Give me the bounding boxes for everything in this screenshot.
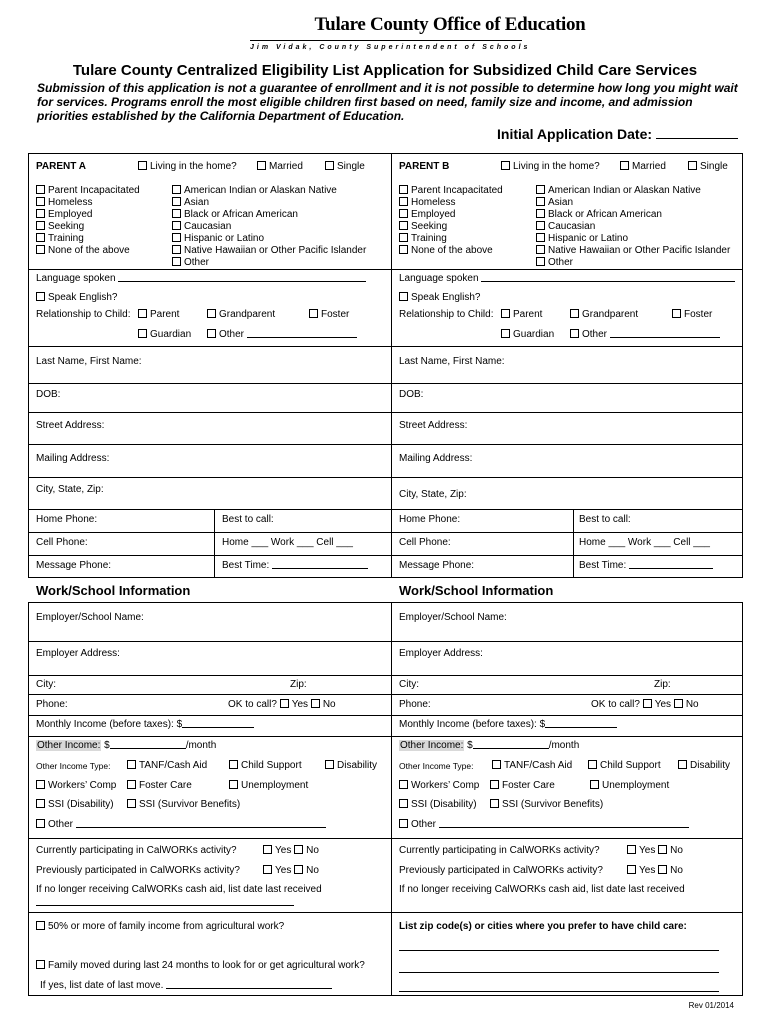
status-option[interactable]: Training <box>36 233 140 245</box>
parent-a-relationship-label: Relationship to Child: <box>36 309 131 320</box>
parent-a-work-school-heading: Work/School Information <box>36 583 191 598</box>
parent-a-rel-foster[interactable]: Foster <box>309 309 349 321</box>
ethnicity-option[interactable]: Black or African American <box>536 209 730 221</box>
parent-b-best-time[interactable]: Best Time: <box>579 560 713 572</box>
row-line <box>28 444 743 445</box>
parent-b-other-type[interactable]: Other <box>399 819 689 831</box>
zip-preference-label: List zip code(s) or cities where you prefer to have child care: <box>399 921 687 932</box>
parent-b-calworks-no-longer: If no longer receiving CalWORKs cash aid, list date last received <box>399 884 685 895</box>
ethnicity-option[interactable]: Hispanic or Latino <box>172 233 366 245</box>
checkbox[interactable] <box>325 161 334 170</box>
parent-a-name[interactable]: Last Name, First Name: <box>36 356 142 367</box>
parent-b-other-income-type: Other Income Type: <box>399 761 474 771</box>
parent-a-employer-name[interactable]: Employer/School Name: <box>36 612 144 623</box>
parent-b-ssi-disability[interactable]: SSI (Disability) <box>399 799 477 811</box>
parent-b-tanf[interactable]: TANF/Cash Aid <box>492 760 572 772</box>
parent-a-calworks-current: Currently participating in CalWORKs activity? <box>36 845 237 856</box>
status-option[interactable]: None of the above <box>36 245 140 257</box>
parent-a-message-phone[interactable]: Message Phone: <box>36 560 112 571</box>
parent-a-cell-phone[interactable]: Cell Phone: <box>36 537 88 548</box>
parent-b-message-phone[interactable]: Message Phone: <box>399 560 475 571</box>
parent-a-calworks-previous: Previously participated in CalWORKs activity? <box>36 865 240 876</box>
parent-a-ssi-survivor[interactable]: SSI (Survivor Benefits) <box>127 799 240 811</box>
intro-text: Submission of this application is not a guarantee of enrollment and it is not possible to determine how long you might wait for services. Programs enroll the most eligible children first based on need, family size and income, and admission priorities established by the California Department of Education. <box>37 81 738 123</box>
parent-b-home-work-cell[interactable]: Home ___ Work ___ Cell ___ <box>579 537 710 548</box>
parent-b-label: PARENT B <box>399 161 450 172</box>
agri-income[interactable]: 50% or more of family income from agricultural work? <box>36 921 284 933</box>
org-name: Tulare County Office of Education <box>314 14 586 35</box>
zip-preference-line[interactable] <box>399 972 719 973</box>
no-checkbox[interactable] <box>674 699 683 708</box>
zip-preference-line[interactable] <box>399 991 719 992</box>
parent-a-street[interactable]: Street Address: <box>36 420 105 431</box>
parent-a-calworks-no-longer: If no longer receiving CalWORKs cash aid, list date last received <box>36 884 322 895</box>
ethnicity-option[interactable]: Caucasian <box>536 221 730 233</box>
parent-a-ssi-disability[interactable]: SSI (Disability) <box>36 799 114 811</box>
ethnicity-option[interactable]: Other <box>172 257 366 269</box>
parent-a-rel-parent[interactable]: Parent <box>138 309 179 321</box>
row-line <box>28 477 743 478</box>
status-option[interactable]: Homeless <box>36 197 140 209</box>
parent-b-ok-to-call: OK to call? Yes No <box>591 699 699 710</box>
parent-a-single[interactable]: Single <box>325 161 365 173</box>
parent-b-disability[interactable]: Disability <box>678 760 730 772</box>
parent-a-monthly-income[interactable]: Monthly Income (before taxes): $ <box>36 719 254 731</box>
org-header <box>0 14 770 36</box>
family-moved[interactable]: Family moved during last 24 months to look for or get agricultural work? <box>36 960 365 972</box>
parent-a-child-support[interactable]: Child Support <box>229 760 302 772</box>
parent-b-home-phone[interactable]: Home Phone: <box>399 514 461 525</box>
parent-b-calworks-previous: Previously participated in CalWORKs activity? <box>399 865 603 876</box>
parent-a-status-list <box>36 185 140 257</box>
row-line <box>28 912 743 913</box>
parent-a-speak-english[interactable]: Speak English? <box>36 292 118 304</box>
parent-b-street[interactable]: Street Address: <box>399 420 468 431</box>
checkbox[interactable] <box>138 161 147 170</box>
parent-b-city[interactable]: City: <box>399 679 419 690</box>
zip-preference-line[interactable] <box>399 950 719 951</box>
parent-b-child-support[interactable]: Child Support <box>588 760 661 772</box>
parent-b-rel-foster[interactable]: Foster <box>672 309 712 321</box>
parent-b-speak-english[interactable]: Speak English? <box>399 292 481 304</box>
parent-a-city-state-zip[interactable]: City, State, Zip: <box>36 484 104 495</box>
parent-b-workers-comp[interactable]: Workers’ Comp <box>399 780 479 792</box>
status-option[interactable]: Training <box>399 233 503 245</box>
ethnicity-option[interactable]: Native Hawaiian or Other Pacific Islander <box>536 245 730 257</box>
parent-b-mailing[interactable]: Mailing Address: <box>399 453 473 464</box>
initial-date-field[interactable] <box>656 126 738 139</box>
parent-a-calworks-date-line[interactable] <box>36 897 294 909</box>
parent-a-tanf[interactable]: TANF/Cash Aid <box>127 760 207 772</box>
parent-b-employer-name[interactable]: Employer/School Name: <box>399 612 507 623</box>
no-checkbox[interactable] <box>311 699 320 708</box>
initial-date <box>497 126 738 142</box>
row-line <box>28 694 743 695</box>
parent-a-phone[interactable]: Phone: <box>36 699 68 710</box>
parent-a-married[interactable]: Married <box>257 161 303 173</box>
parent-a-other-income-type: Other Income Type: <box>36 761 111 771</box>
ethnicity-option[interactable]: Caucasian <box>172 221 366 233</box>
status-option[interactable]: Homeless <box>399 197 503 209</box>
row-line <box>28 532 743 533</box>
row-line <box>28 509 743 510</box>
ethnicity-option[interactable]: Other <box>536 257 730 269</box>
parent-a-calworks-current-yn[interactable]: Yes No <box>263 845 319 857</box>
parent-a-employer-address[interactable]: Employer Address: <box>36 648 120 659</box>
page-title: Tulare County Centralized Eligibility List Application for Subsidized Child Care Services <box>72 62 698 79</box>
header-rule <box>250 40 522 41</box>
ethnicity-option[interactable]: Asian <box>536 197 730 209</box>
ethnicity-option[interactable]: Black or African American <box>172 209 366 221</box>
parent-b-zip[interactable]: Zip: <box>654 679 671 690</box>
status-option[interactable]: Seeking <box>399 221 503 233</box>
ethnicity-option[interactable]: American Indian or Alaskan Native <box>172 185 366 197</box>
parent-b-phone[interactable]: Phone: <box>399 699 431 710</box>
parent-b-living-home[interactable]: Living in the home? <box>501 161 600 173</box>
parent-a-ok-to-call: OK to call? Yes No <box>228 699 336 710</box>
work-column-divider <box>391 602 392 996</box>
parent-b-single[interactable]: Single <box>688 161 728 173</box>
parent-b-cell-phone[interactable]: Cell Phone: <box>399 537 451 548</box>
parent-a-language[interactable]: Language spoken <box>36 273 366 285</box>
parent-b-monthly-income[interactable]: Monthly Income (before taxes): $ <box>399 719 617 731</box>
ethnicity-option[interactable]: Asian <box>172 197 366 209</box>
parent-a-foster-care[interactable]: Foster Care <box>127 780 192 792</box>
parent-a-ethnicity-list <box>172 185 366 269</box>
parent-a-label: PARENT A <box>36 161 86 172</box>
parent-a-other-type[interactable]: Other <box>36 819 326 831</box>
parent-column-divider <box>391 153 392 578</box>
parent-a-city[interactable]: City: <box>36 679 56 690</box>
parent-a-zip[interactable]: Zip: <box>290 679 307 690</box>
parent-b-other-income[interactable]: Other Income: $ /month <box>400 740 580 751</box>
parent-b-rel-guardian[interactable]: Guardian <box>501 329 554 341</box>
parent-a-home-phone[interactable]: Home Phone: <box>36 514 98 525</box>
row-line <box>28 736 743 737</box>
parent-b-calworks-current: Currently participating in CalWORKs activity? <box>399 845 600 856</box>
parent-a-rel-grandparent[interactable]: Grandparent <box>207 309 275 321</box>
parent-a-dob[interactable]: DOB: <box>36 389 61 400</box>
row-line <box>28 838 743 839</box>
row-line <box>28 675 743 676</box>
last-move-date[interactable]: If yes, list date of last move. <box>40 980 332 992</box>
parent-b-ethnicity-list <box>536 185 730 269</box>
phone-col-divider <box>573 509 574 578</box>
checkbox[interactable] <box>257 161 266 170</box>
superintendent-line: Jim Vidak, County Superintendent of Schools <box>250 44 531 51</box>
parent-b-work-school-heading: Work/School Information <box>399 583 554 598</box>
parent-a-workers-comp[interactable]: Workers’ Comp <box>36 780 116 792</box>
parent-b-rel-other[interactable]: Other <box>570 329 720 341</box>
status-option[interactable]: Parent Incapacitated <box>36 185 140 197</box>
row-line <box>28 641 743 642</box>
parent-b-unemployment[interactable]: Unemployment <box>590 780 669 792</box>
parent-b-status-list <box>399 185 503 257</box>
parent-a-unemployment[interactable]: Unemployment <box>229 780 308 792</box>
parent-b-calworks-previous-yn[interactable]: Yes No <box>627 865 683 877</box>
parent-a-rel-other[interactable]: Other <box>207 329 357 341</box>
parent-b-language[interactable]: Language spoken <box>399 273 735 285</box>
ethnicity-option[interactable]: Hispanic or Latino <box>536 233 730 245</box>
parent-b-relationship-label: Relationship to Child: <box>399 309 494 320</box>
ethnicity-option[interactable]: Native Hawaiian or Other Pacific Islander <box>172 245 366 257</box>
revision-label: Rev 01/2014 <box>688 1001 734 1010</box>
parent-b-name[interactable]: Last Name, First Name: <box>399 356 505 367</box>
status-option[interactable]: Seeking <box>36 221 140 233</box>
row-line <box>28 555 743 556</box>
status-option[interactable]: Employed <box>36 209 140 221</box>
parent-b-married[interactable]: Married <box>620 161 666 173</box>
status-option[interactable]: None of the above <box>399 245 503 257</box>
yes-checkbox[interactable] <box>280 699 289 708</box>
parent-b-ssi-survivor[interactable]: SSI (Survivor Benefits) <box>490 799 603 811</box>
parent-a-disability[interactable]: Disability <box>325 760 377 772</box>
parent-a-other-income[interactable]: Other Income: $ /month <box>37 740 217 751</box>
parent-b-calworks-current-yn[interactable]: Yes No <box>627 845 683 857</box>
parent-b-foster-care[interactable]: Foster Care <box>490 780 555 792</box>
status-option[interactable]: Parent Incapacitated <box>399 185 503 197</box>
parent-b-employer-address[interactable]: Employer Address: <box>399 648 483 659</box>
status-option[interactable]: Employed <box>399 209 503 221</box>
row-line <box>28 383 743 384</box>
parent-b-rel-grandparent[interactable]: Grandparent <box>570 309 638 321</box>
parent-a-home-work-cell[interactable]: Home ___ Work ___ Cell ___ <box>222 537 353 548</box>
parent-a-mailing[interactable]: Mailing Address: <box>36 453 110 464</box>
row-line <box>28 715 743 716</box>
parent-b-best-to-call: Best to call: <box>579 514 631 525</box>
parent-b-city-state-zip[interactable]: City, State, Zip: <box>399 489 467 500</box>
parent-b-rel-parent[interactable]: Parent <box>501 309 542 321</box>
parent-a-best-to-call: Best to call: <box>222 514 274 525</box>
initial-date-label: Initial Application Date: <box>497 126 653 142</box>
parent-a-best-time[interactable]: Best Time: <box>222 560 368 572</box>
parent-b-dob[interactable]: DOB: <box>399 389 424 400</box>
yes-checkbox[interactable] <box>643 699 652 708</box>
parent-a-living-home[interactable]: Living in the home? <box>138 161 237 173</box>
row-line <box>28 346 743 347</box>
row-line <box>28 412 743 413</box>
ethnicity-option[interactable]: American Indian or Alaskan Native <box>536 185 730 197</box>
row-line <box>28 269 743 270</box>
parent-a-calworks-previous-yn[interactable]: Yes No <box>263 865 319 877</box>
parent-a-rel-guardian[interactable]: Guardian <box>138 329 191 341</box>
phone-col-divider <box>214 509 215 578</box>
